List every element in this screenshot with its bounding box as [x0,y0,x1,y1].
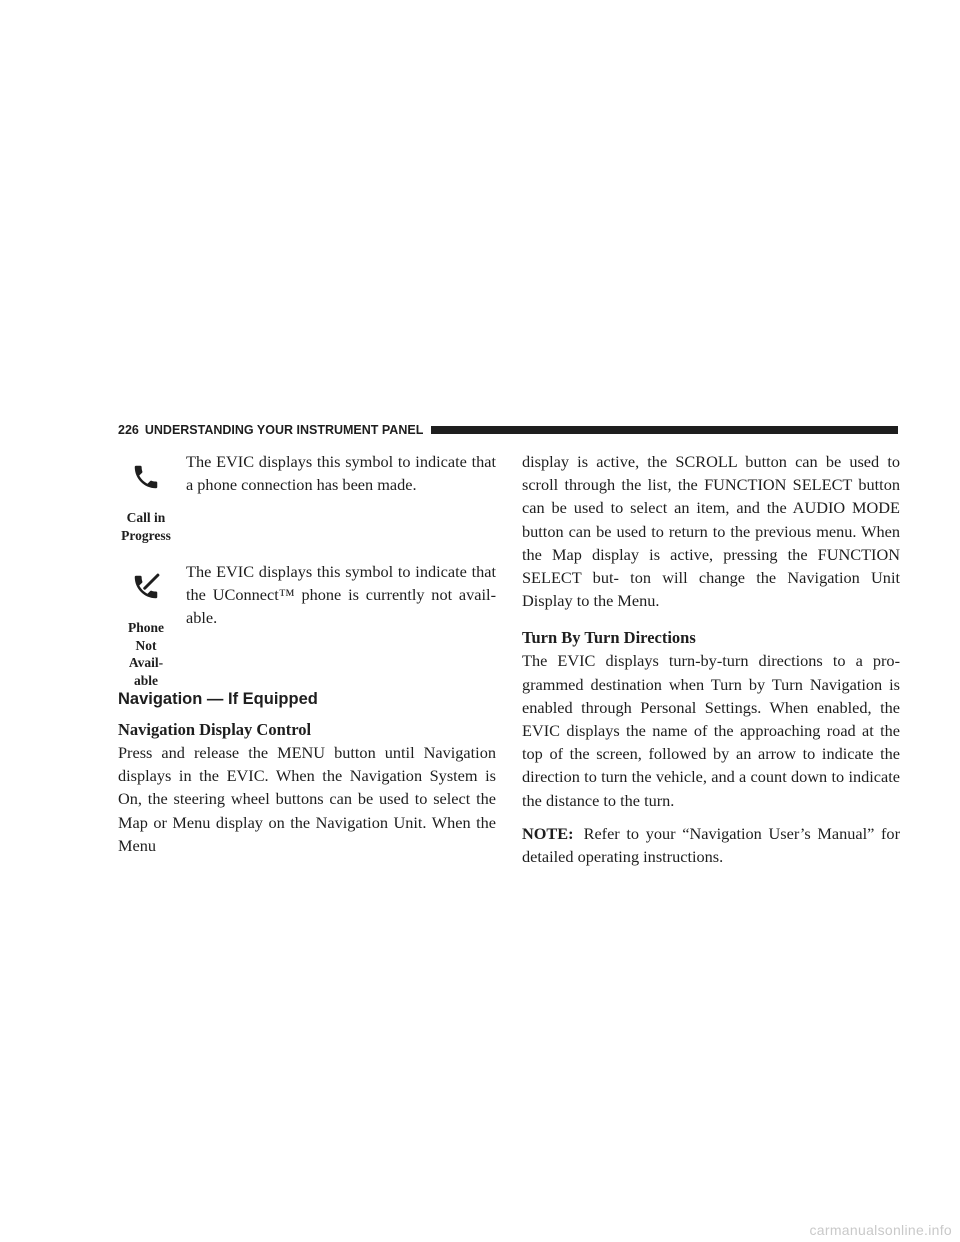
phone-not-available-icon [131,572,161,602]
note-paragraph [522,822,900,868]
symbol-cell [118,572,174,689]
phone-call-in-progress-icon [131,462,161,492]
symbol-description: The EVIC displays this symbol to indicate that the UConnect™ phone is currently not avail- able. [186,562,496,628]
turn-by-turn-heading: Turn By Turn Directions [522,628,696,648]
watermark: carmanualsonline.info [809,1222,952,1238]
symbol-row-call-in-progress [118,450,496,560]
note-label: NOTE: [522,823,574,843]
note-text: Refer to your “Navigation User’s Manual” for detailed operating instructions. [522,823,900,867]
page-header [118,422,898,438]
page-number: 226 [118,423,139,437]
turn-by-turn-text: The EVIC displays turn-by-turn directions to a pro- grammed destination when Turn by Turn Navigation is enabled through Personal Settings. When enabled, the EVIC displays the name of the approaching road at the top of the screen, followed by an arrow to indicate the direction to turn the vehicle, and a count down to indicate the distance to the turn. [522,651,900,810]
navigation-heading: Navigation — If Equipped [118,690,318,708]
left-column [118,450,496,690]
symbol-caption: Phone Not Avail- able [127,620,164,688]
display-control-text-continued: display is active, the SCROLL button can be used to scroll through the list, the FUNCTION SELECT button can be used to select an item, and the AUDIO MODE button can be used to return to the previous menu. When the Map display is active, pressing the FUNCTION SELECT but- ton will change the Navigation Unit Display to the Menu. [522,452,900,611]
display-control-text: Press and release the MENU button until Navigation displays in the EVIC. When the Navigation System is On, the steering wheel buttons can be used to select the Map or Menu display on the Navigation Unit. When the Menu [118,743,496,855]
symbol-caption: Call in Progress [121,510,171,543]
symbol-cell [118,462,174,544]
navigation-display-control [118,718,496,857]
section-title: UNDERSTANDING YOUR INSTRUMENT PANEL [144,423,424,437]
symbol-description: The EVIC displays this symbol to indicate that a phone connection has been made. [186,452,496,495]
display-control-heading: Navigation Display Control [118,720,312,739]
header-rule [431,426,898,434]
right-column [522,450,900,868]
symbol-row-phone-not-available [118,560,496,690]
